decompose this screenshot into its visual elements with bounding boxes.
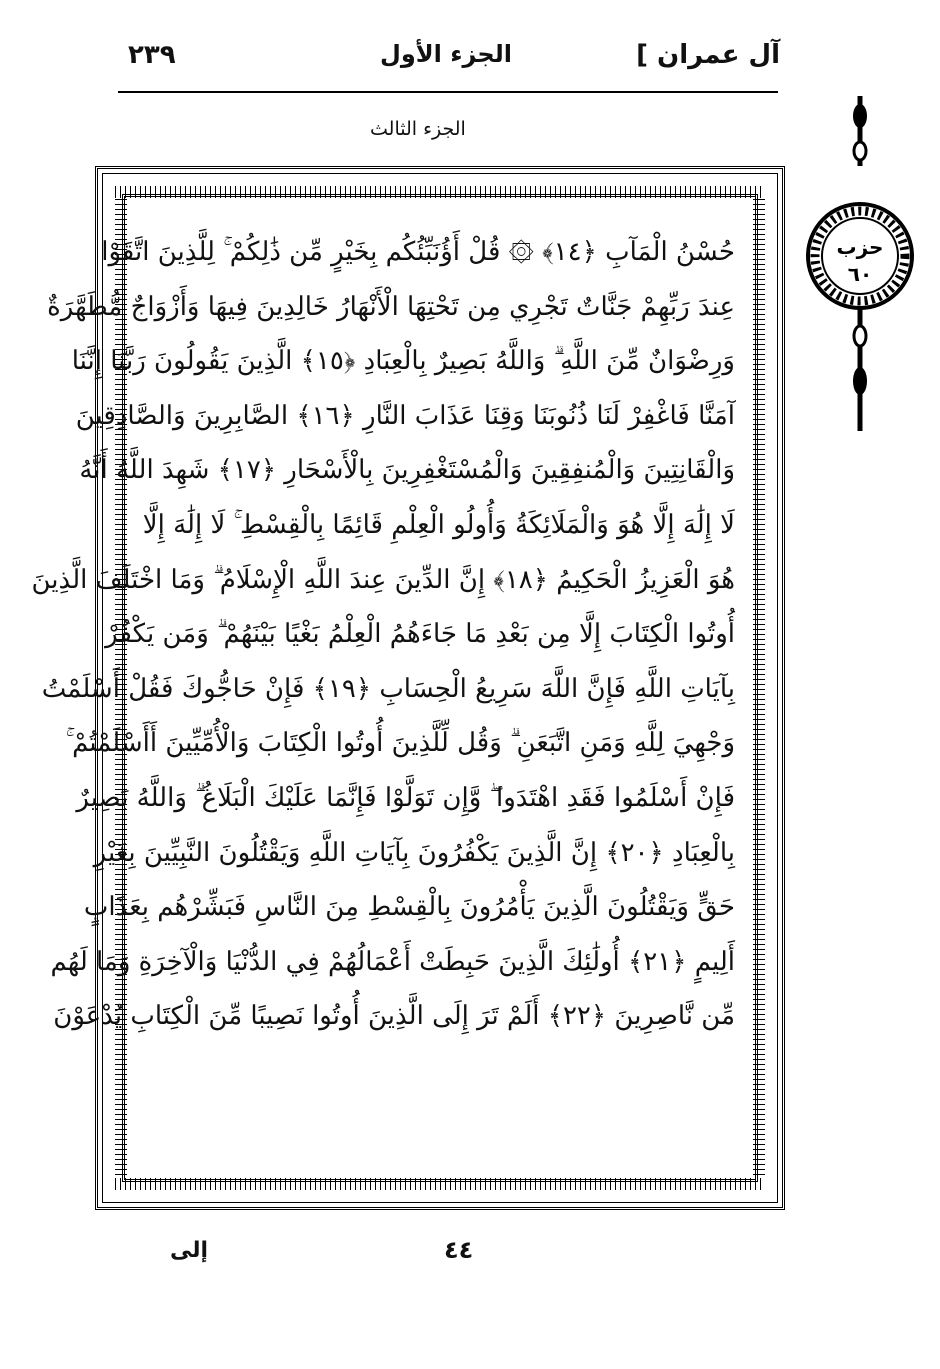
verse-line: لَا إِلَٰهَ إِلَّا هُوَ وَالْمَلَائِكَةُ وَأُولُو الْعِلْمِ قَائِمًا بِالْقِسْطِ ۚ لَا إِلَٰهَ إِلَّا [142,509,735,540]
verse-block [31,225,735,1044]
footer-number: ٤٤ [444,1236,474,1264]
hizb-medallion [805,96,915,436]
medallion-bead-top [854,142,866,160]
verse-line: وَالْقَانِتِينَ وَالْمُنفِقِينَ وَالْمُسْتَغْفِرِينَ بِالْأَسْحَارِ ﴿١٧﴾ شَهِدَ اللَّهُ أَنَّهُ [79,455,735,486]
medallion-knot-bottom [853,367,867,395]
verse-line: هُوَ الْعَزِيزُ الْحَكِيمُ ﴿١٨﴾ إِنَّ الدِّينَ عِندَ اللَّهِ الْإِسْلَامُ ۗ وَمَا اخْتَلَفَ الَّذِينَ [31,564,735,595]
verse-line: بِالْعِبَادِ ﴿٢٠﴾ إِنَّ الَّذِينَ يَكْفُرُونَ بِآيَاتِ اللَّهِ وَيَقْتُلُونَ النَّبِيِّينَ بِغَيْرِ [93,837,735,868]
verse-line: آمَنَّا فَاغْفِرْ لَنَا ذُنُوبَنَا وَقِنَا عَذَابَ النَّارِ ﴿١٦﴾ الصَّابِرِينَ وَالصَّادِقِينَ [75,400,735,431]
sub-title: الجزء الثالث [370,118,466,140]
verse-line: حَقٍّ وَيَقْتُلُونَ الَّذِينَ يَأْمُرُونَ بِالْقِسْطِ مِنَ النَّاسِ فَبَشِّرْهُم بِعَذَابٍ [83,892,735,923]
medallion-label: حزب [836,235,884,259]
header-rule [118,91,778,93]
verse-line: بِآيَاتِ اللَّهِ فَإِنَّ اللَّهَ سَرِيعُ الْحِسَابِ ﴿١٩﴾ فَإِنْ حَاجُّوكَ فَقُلْ أَسْلَمْتُ [41,673,735,704]
verse-line: وَجْهِيَ لِلَّهِ وَمَنِ اتَّبَعَنِ ۗ وَقُل لِّلَّذِينَ أُوتُوا الْكِتَابَ وَالْأُمِّيِّينَ أَأَسْلَمْتُمْ ۚ [65,728,735,759]
verse-line: أُوتُوا الْكِتَابَ إِلَّا مِن بَعْدِ مَا جَاءَهُمُ الْعِلْمُ بَغْيًا بَيْنَهُمْ ۗ وَمَن يَكْفُرْ [105,619,735,650]
verse-line: فَإِنْ أَسْلَمُوا فَقَدِ اهْتَدَوا ۖ وَّإِن تَوَلَّوْا فَإِنَّمَا عَلَيْكَ الْبَلَاغُ ۗ وَاللَّهُ بَصِيرٌ [76,782,735,813]
verse-line: مِّن نَّاصِرِينَ ﴿٢٢﴾ أَلَمْ تَرَ إِلَى الَّذِينَ أُوتُوا نَصِيبًا مِّنَ الْكِتَابِ يُدْعَوْنَ [53,1001,735,1032]
verse-line: حُسْنُ الْمَآبِ ﴿١٤﴾ ۞ قُلْ أَؤُنَبِّئُكُم بِخَيْرٍ مِّن ذَٰلِكُمْ ۚ لِلَّذِينَ اتَّقَوْا [101,237,735,267]
medallion-number: ٦٠ [847,262,873,286]
page-number: ٢٣٩ [128,40,176,70]
medallion-knot-top [853,104,867,128]
verse-line: وَرِضْوَانٌ مِّنَ اللَّهِ ۗ وَاللَّهُ بَصِيرٌ بِالْعِبَادِ ﴿١٥﴾ الَّذِينَ يَقُولُونَ رَبَّنَا إِنَّنَا [71,346,735,377]
verse-line: أَلِيمٍ ﴿٢١﴾ أُولَٰئِكَ الَّذِينَ حَبِطَتْ أَعْمَالُهُمْ فِي الدُّنْيَا وَالْآخِرَةِ وَمَا لَهُم [50,946,735,977]
catchword: إلى [170,1238,209,1263]
verse-line: عِندَ رَبِّهِمْ جَنَّاتٌ تَجْرِي مِن تَحْتِهَا الْأَنْهَارُ خَالِدِينَ فِيهَا وَأَزْوَاجٌ مُّطَهَّرَةٌ [47,291,735,322]
medallion-bead-bottom [854,326,866,346]
surah-name: آل عمران ] [636,40,780,70]
juz-title: الجزء الأول [380,40,512,68]
